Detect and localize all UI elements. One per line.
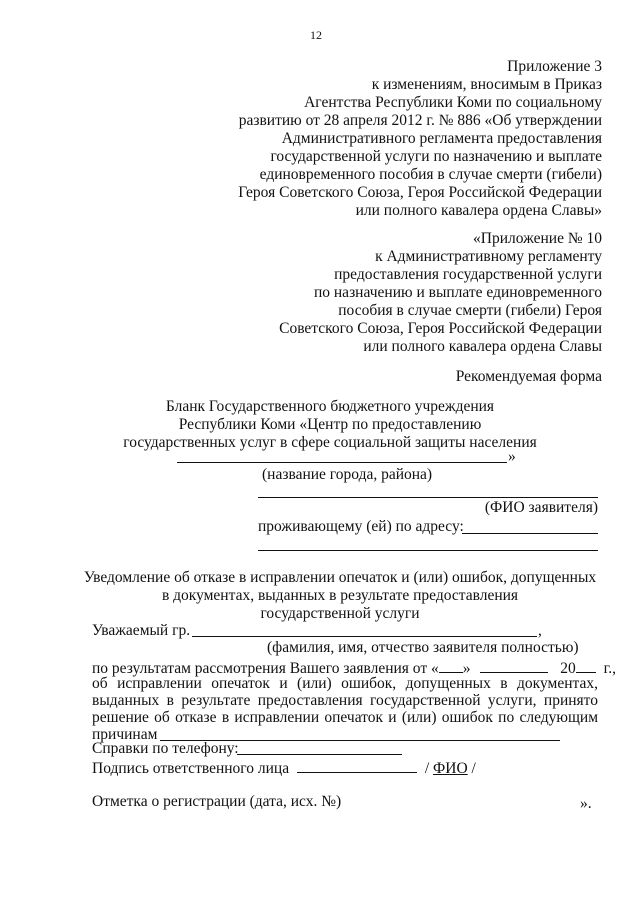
paragraph-line-3: выданных в результате предоставления государственной услуги, принято xyxy=(92,692,598,709)
notice-title-line: Уведомление об отказе в исправлении опечаток и (или) ошибок, допущенных xyxy=(83,569,597,586)
blank-line: государственных услуг в сфере социальной защиты населения xyxy=(123,434,537,451)
end-quote: ». xyxy=(580,795,592,812)
appendix-10-block xyxy=(162,230,602,356)
signature-input-line[interactable] xyxy=(297,758,417,773)
paragraph-line-4: решение об отказе в исправлении опечаток и (или) ошибок по следующим xyxy=(92,709,598,726)
appendix-10-line: предоставления государственной услуги xyxy=(334,266,602,283)
signature-slash: / xyxy=(424,760,430,777)
date-month-field[interactable] xyxy=(480,658,548,673)
appendix-3-line: Приложение 3 xyxy=(507,58,602,75)
p1-prefix: по результатам рассмотрения Вашего заявления от « xyxy=(92,660,439,677)
appendix-3-line: развитию от 28 апреля 2012 г. № 886 «Об утверждении xyxy=(238,112,602,129)
notice-title xyxy=(70,569,610,623)
appendix-10-line: или полного кавалера ордена Славы xyxy=(363,338,602,355)
date-day-field[interactable] xyxy=(439,658,463,673)
registration-label: Отметка о регистрации (дата, исх. №) xyxy=(92,793,342,810)
appendix-3-line: к изменениям, вносимым в Приказ xyxy=(371,76,602,93)
appendix-3-line: Административного регламента предоставления xyxy=(281,130,602,147)
greeting-caption: (фамилия, имя, отчество заявителя полностью) xyxy=(267,639,579,656)
address-label: проживающему (ей) по адресу: xyxy=(258,518,464,535)
signature-row xyxy=(92,758,476,778)
appendix-3-line: единовременного пособия в случае смерти (гибели) xyxy=(259,166,602,183)
fio-caption: (ФИО заявителя) xyxy=(484,499,598,516)
blank-line: Бланк Государственного бюджетного учреждения xyxy=(165,398,495,415)
p1-mid: » xyxy=(462,660,471,677)
address-input-line-2[interactable] xyxy=(258,550,598,551)
blank-header xyxy=(100,398,560,452)
p1-year: 20 xyxy=(560,660,576,677)
signature-fio: ФИО xyxy=(433,760,468,777)
city-caption: (название города, района) xyxy=(262,466,433,483)
signature-label: Подпись ответственного лица xyxy=(92,760,290,777)
appendix-3-line: Агентства Республики Коми по социальному xyxy=(304,94,602,111)
appendix-10-line: «Приложение № 10 xyxy=(473,230,602,247)
recommended-form-label: Рекомендуемая форма xyxy=(455,368,602,385)
page-number: 12 xyxy=(310,28,322,42)
city-input-line[interactable] xyxy=(177,462,507,463)
appendix-3-line: или полного кавалера ордена Славы» xyxy=(355,202,602,219)
appendix-10-line: к Административному регламенту xyxy=(375,248,602,265)
signature-slash-end: / xyxy=(471,760,476,777)
city-close-quote: » xyxy=(508,448,516,465)
date-year-field[interactable] xyxy=(576,658,596,673)
greeting-comma: , xyxy=(538,622,542,639)
reasons-label: причинам xyxy=(92,726,158,743)
p1-suffix: г., xyxy=(603,660,616,677)
greeting-name-line[interactable] xyxy=(192,636,537,637)
blank-line: Республики Коми «Центр по предоставлению xyxy=(178,416,482,433)
appendix-3-line: Героя Советского Союза, Героя Российской Федерации xyxy=(238,184,602,201)
greeting-label: Уважаемый гр. xyxy=(92,622,191,639)
phone-input-line[interactable] xyxy=(237,754,402,755)
fio-input-line[interactable] xyxy=(258,497,598,498)
appendix-3-line: государственной услуги по назначению и выплате xyxy=(270,148,602,165)
paragraph-line-2: об исправлении опечаток и (или) ошибок, допущенных в документах, xyxy=(92,675,598,692)
address-input-line-1[interactable] xyxy=(462,533,598,534)
appendix-10-line: Советского Союза, Героя Российской Федерации xyxy=(279,320,602,337)
appendix-10-line: по назначению и выплате единовременного xyxy=(313,284,602,301)
phone-label: Справки по телефону: xyxy=(92,740,239,757)
appendix-3-block xyxy=(162,58,602,220)
notice-title-line: государственной услуги xyxy=(260,605,420,622)
appendix-10-line: пособия в случае смерти (гибели) Героя xyxy=(338,302,602,319)
notice-title-line: в документах, выданных в результате предоставления xyxy=(161,587,519,604)
